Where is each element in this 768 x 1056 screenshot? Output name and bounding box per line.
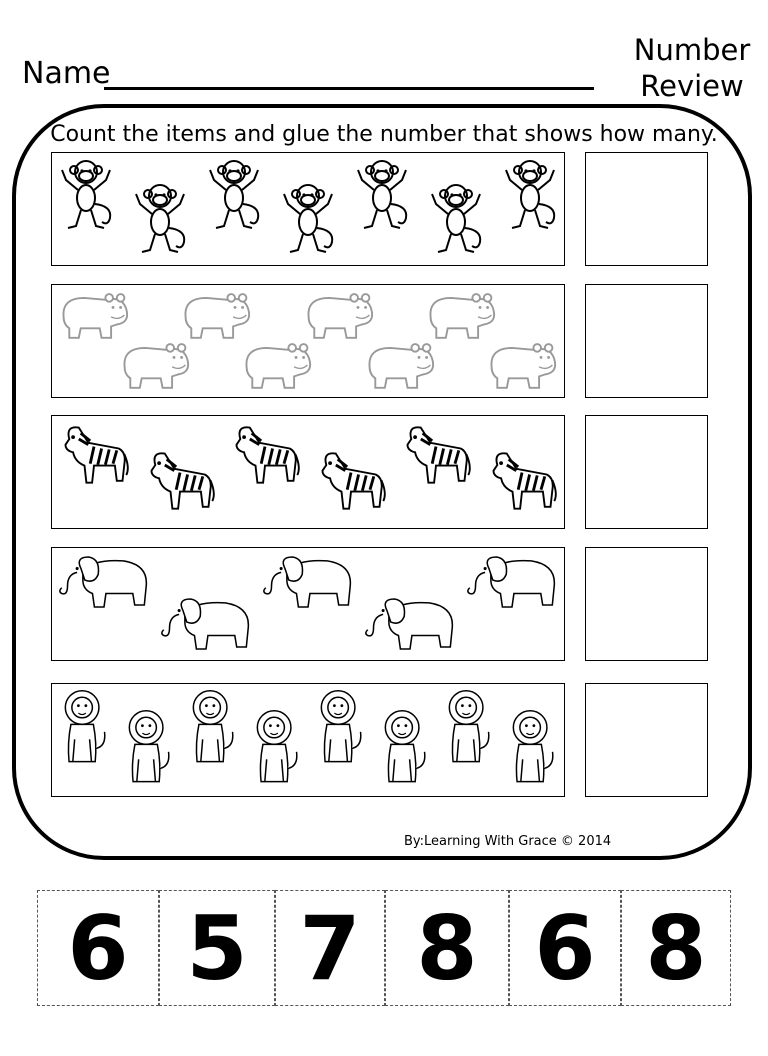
monkey-icon — [204, 156, 264, 236]
hippo-icon — [362, 338, 438, 392]
lion-icon — [184, 687, 240, 771]
monkey-icon — [352, 156, 412, 236]
hippo-icon — [484, 338, 560, 392]
lion-icon — [120, 707, 176, 791]
name-line — [104, 87, 594, 90]
lion-icon — [248, 707, 304, 791]
cut-number-5[interactable]: 6 — [509, 890, 621, 1006]
title-line-2: Review — [640, 69, 744, 103]
monkey-icon — [278, 180, 338, 260]
hippo-icon — [117, 338, 193, 392]
instructions: Count the items and glue the number that shows how many. — [50, 122, 718, 147]
monkey-icon — [130, 180, 190, 260]
title-line-1: Number — [633, 33, 751, 67]
answer-box-monkey[interactable] — [585, 152, 708, 266]
zebra-icon — [56, 419, 132, 497]
hippo-icon — [178, 288, 254, 342]
lion-icon — [312, 687, 368, 771]
answer-box-elephant[interactable] — [585, 547, 708, 661]
cut-number-6[interactable]: 8 — [621, 890, 731, 1006]
lion-icon — [440, 687, 496, 771]
lion-icon — [504, 707, 560, 791]
zebra-icon — [313, 445, 389, 523]
elephant-icon — [362, 593, 458, 655]
name-label: Name — [22, 56, 111, 91]
hippo-icon — [301, 288, 377, 342]
cut-number-3[interactable]: 7 — [275, 890, 385, 1006]
worksheet-title — [622, 32, 762, 104]
cut-number-1[interactable]: 6 — [37, 890, 159, 1006]
elephant-icon — [56, 551, 152, 613]
elephant-icon — [260, 551, 356, 613]
hippo-icon — [56, 288, 132, 342]
elephant-icon — [464, 551, 560, 613]
answer-box-hippo[interactable] — [585, 284, 708, 398]
credit: By:Learning With Grace © 2014 — [404, 834, 612, 849]
zebra-icon — [227, 419, 303, 497]
answer-box-zebra[interactable] — [585, 415, 708, 529]
monkey-icon — [56, 156, 116, 236]
answer-box-lion[interactable] — [585, 683, 708, 797]
monkey-icon — [426, 180, 486, 260]
zebra-icon — [484, 445, 560, 523]
zebra-icon — [142, 445, 218, 523]
lion-icon — [376, 707, 432, 791]
lion-icon — [56, 687, 112, 771]
hippo-icon — [239, 338, 315, 392]
cut-number-2[interactable]: 5 — [159, 890, 275, 1006]
cut-out-number-strip — [37, 890, 731, 1006]
monkey-icon — [500, 156, 560, 236]
zebra-icon — [398, 419, 474, 497]
cut-number-4[interactable]: 8 — [385, 890, 509, 1006]
hippo-icon — [423, 288, 499, 342]
elephant-icon — [158, 593, 254, 655]
